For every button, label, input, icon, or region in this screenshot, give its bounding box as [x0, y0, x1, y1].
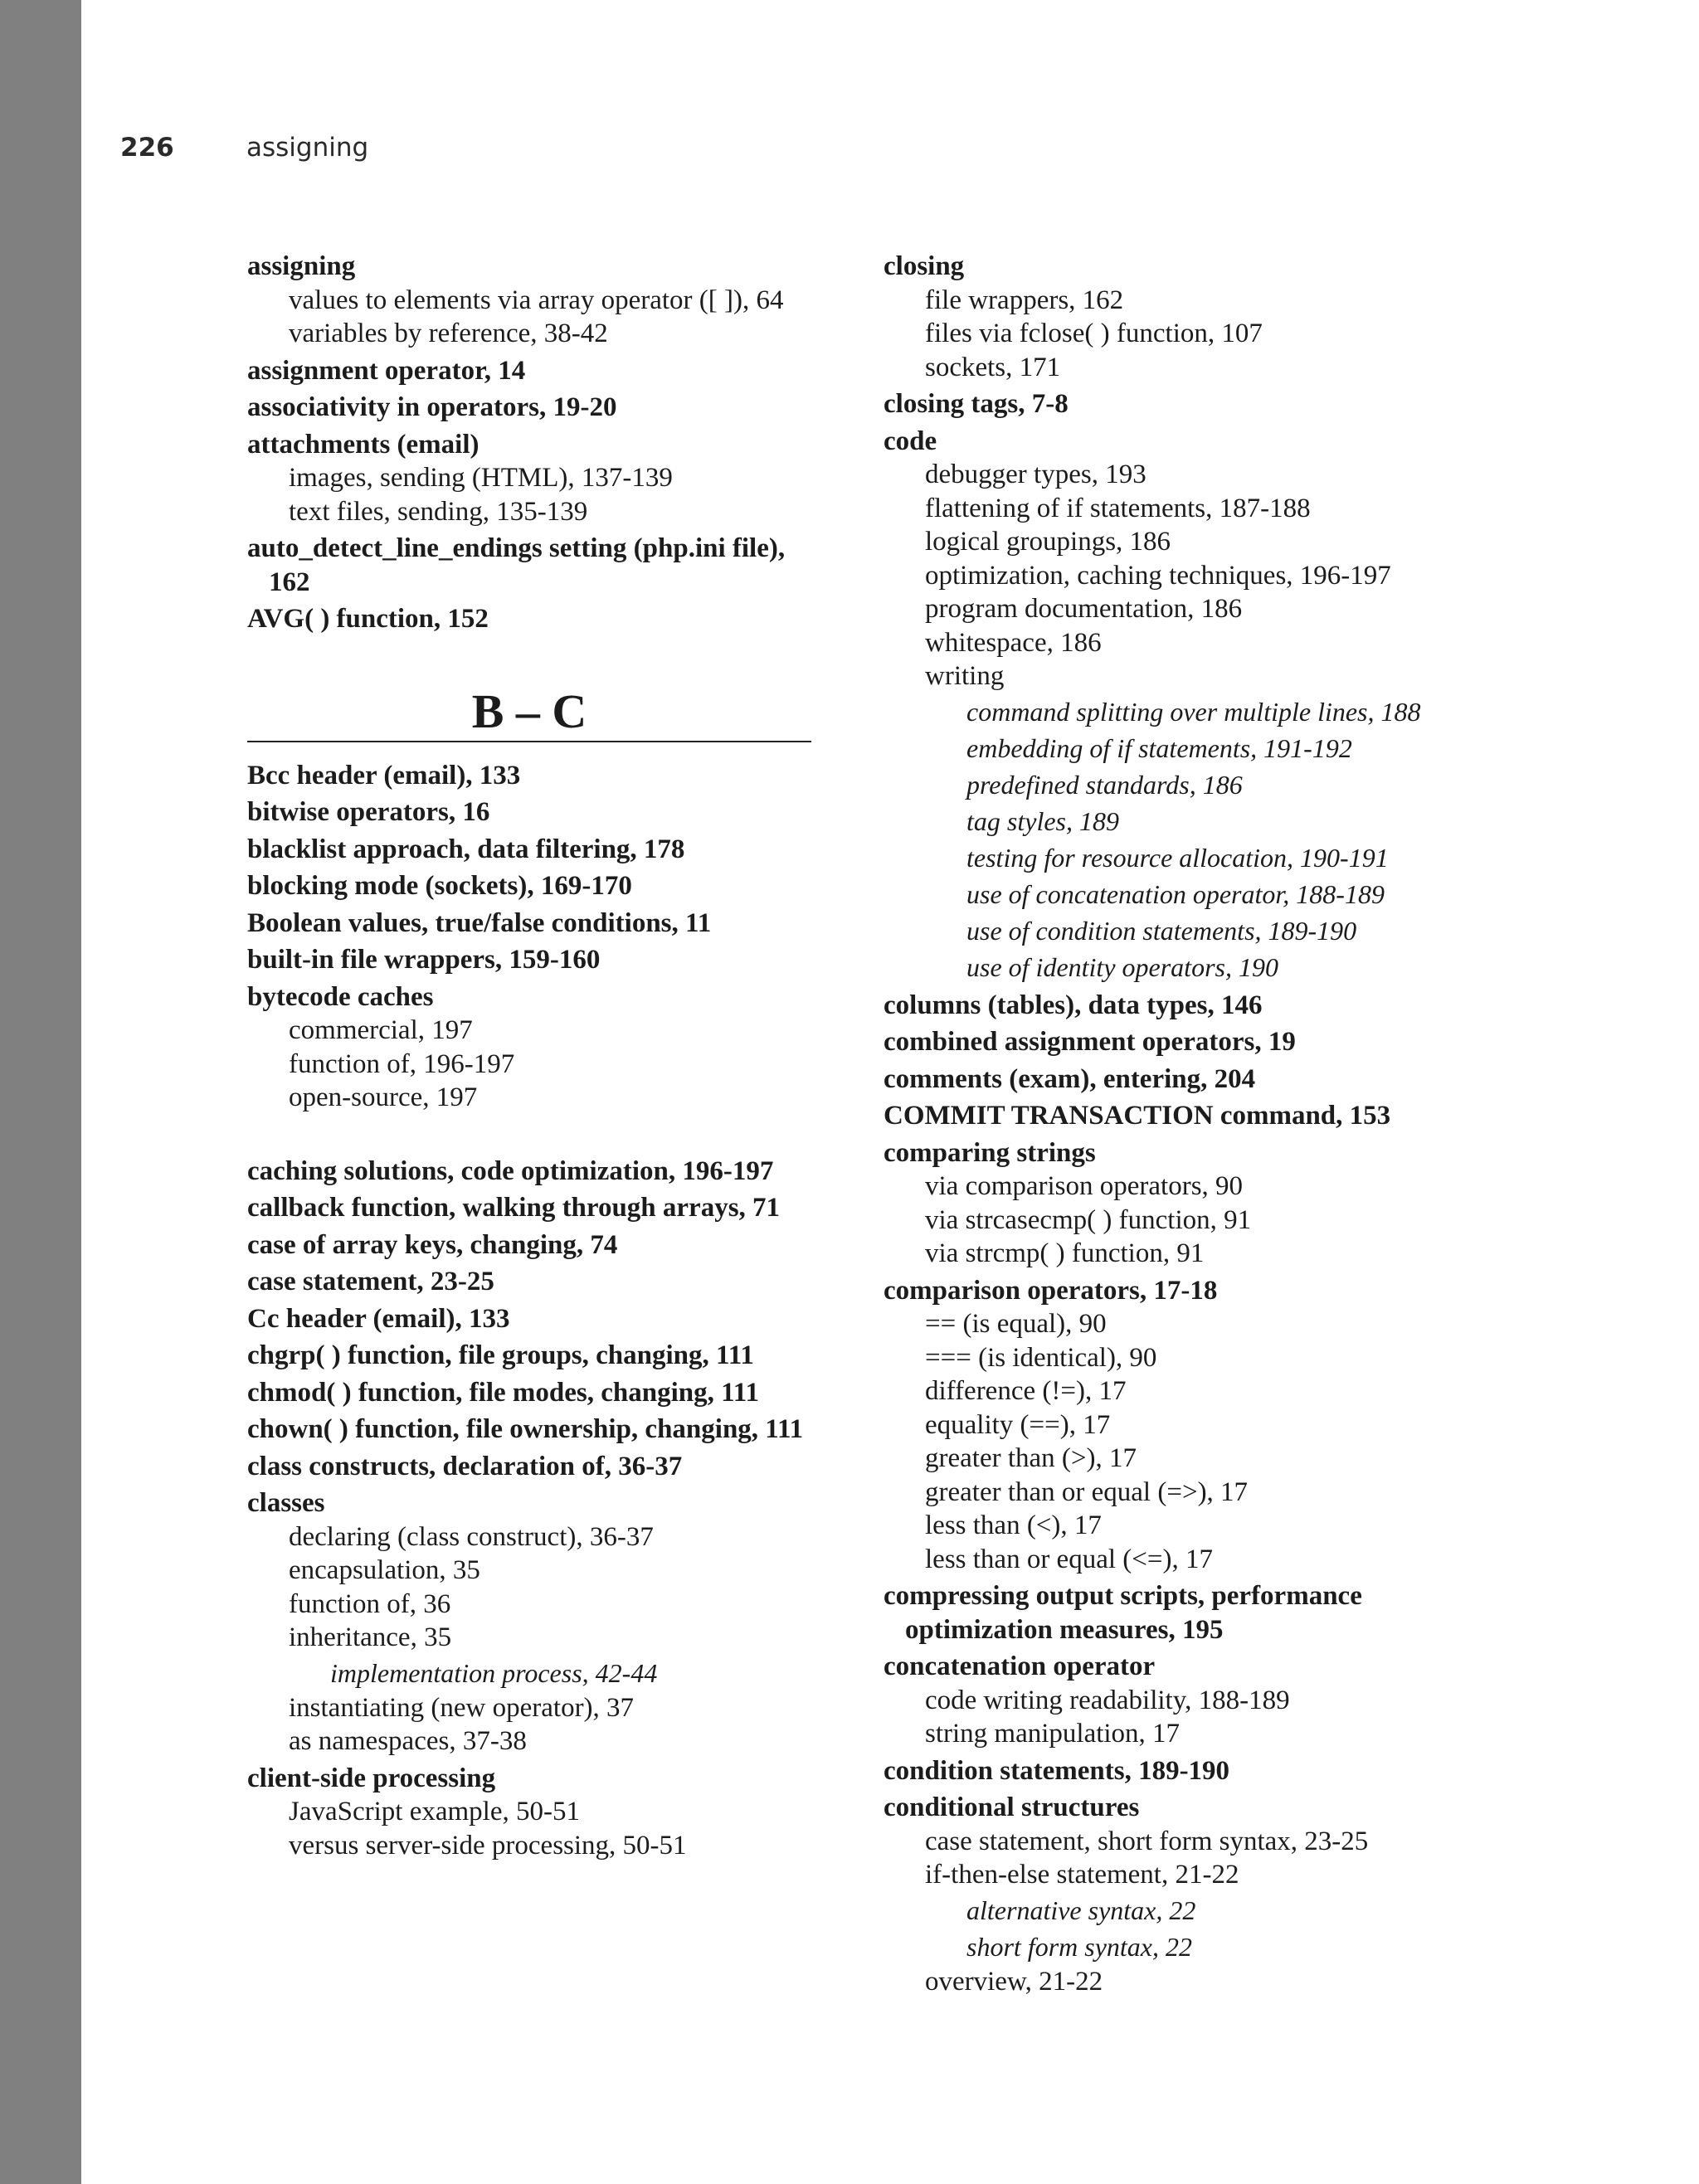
index-subentry: encapsulation, 35 [289, 1555, 480, 1585]
index-subentry: if-then-else statement, 21-22 [925, 1860, 1239, 1890]
index-subentry: declaring (class construct), 36-37 [289, 1521, 654, 1552]
index-subsubentry: use of condition statements, 189-190 [966, 915, 1357, 946]
index-entry: comparing strings [884, 1137, 1096, 1168]
index-entry: conditional structures [884, 1792, 1140, 1822]
index-entry: client-side processing [247, 1763, 496, 1793]
index-subentry: via strcasecmp( ) function, 91 [925, 1204, 1252, 1235]
index-entry: chgrp( ) function, file groups, changing, 111 [247, 1340, 754, 1370]
index-subentry: sockets, 171 [925, 352, 1061, 382]
index-entry: callback function, walking through arrays, 71 [247, 1193, 781, 1223]
index-subentry: JavaScript example, 50-51 [289, 1797, 580, 1826]
index-subentry: text files, sending, 135-139 [289, 496, 588, 527]
index-entry: assignment operator, 14 [247, 355, 526, 386]
index-entry: caching solutions, code optimization, 196-197 [247, 1155, 774, 1186]
index-subentry: flattening of if statements, 187-188 [925, 493, 1311, 523]
index-subentry: inheritance, 35 [289, 1622, 452, 1652]
index-subentry: greater than (>), 17 [925, 1443, 1137, 1473]
index-subentry: as namespaces, 37-38 [289, 1726, 527, 1756]
index-entry: concatenation operator [884, 1651, 1156, 1681]
index-entry: case statement, 23-25 [247, 1267, 494, 1296]
index-subentry: file wrappers, 162 [925, 285, 1124, 315]
index-subentry: writing [925, 661, 1005, 691]
index-subsubentry: use of concatenation operator, 188-189 [966, 878, 1385, 909]
index-subentry: optimization, caching techniques, 196-197 [925, 560, 1391, 591]
index-entry: combined assignment operators, 19 [884, 1027, 1296, 1057]
index-entry: closing [884, 251, 965, 281]
index-subentry: greater than or equal (=>), 17 [925, 1476, 1249, 1507]
index-entry: bitwise operators, 16 [247, 797, 490, 827]
index-entry: chmod( ) function, file modes, changing, 111 [247, 1377, 759, 1408]
index-subentry: whitespace, 186 [925, 627, 1102, 658]
index-entry: COMMIT TRANSACTION command, 153 [884, 1101, 1391, 1131]
index-entry: Cc header (email), 133 [247, 1303, 510, 1334]
index-subsubentry: testing for resource allocation, 190-191 [966, 842, 1389, 873]
index-entry: Bcc header (email), 133 [247, 760, 521, 790]
index-subentry: less than or equal (<=), 17 [925, 1544, 1213, 1574]
index-entry: classes [247, 1488, 325, 1518]
index-entry: chown( ) function, file ownership, changing, 111 [247, 1414, 804, 1444]
index-subentry: versus server-side processing, 50-51 [289, 1830, 687, 1861]
index-subentry: == (is equal), 90 [925, 1309, 1107, 1339]
index-subentry: open-source, 197 [289, 1082, 478, 1112]
index-column-right [884, 246, 1456, 1998]
index-subsubentry: tag styles, 189 [966, 805, 1119, 836]
index-subsubentry: predefined standards, 186 [966, 769, 1243, 800]
index-subsubentry: command splitting over multiple lines, 188 [966, 696, 1421, 727]
index-subentry: function of, 36 [289, 1588, 451, 1619]
index-entry: class constructs, declaration of, 36-37 [247, 1451, 683, 1481]
index-subentry: via comparison operators, 90 [925, 1171, 1244, 1201]
index-subentry: case statement, short form syntax, 23-25 [925, 1826, 1369, 1856]
entry-group-spacer [247, 1115, 811, 1151]
index-entry: case of array keys, changing, 74 [247, 1229, 618, 1260]
index-subentry: debugger types, 193 [925, 460, 1146, 489]
index-subentry: variables by reference, 38-42 [289, 319, 608, 348]
index-entry: associativity in operators, 19-20 [247, 392, 617, 422]
index-subentry: instantiating (new operator), 37 [289, 1692, 635, 1723]
index-subsubentry: use of identity operators, 190 [966, 951, 1278, 982]
index-subsubentry: short form syntax, 22 [966, 1931, 1192, 1962]
index-entry: auto_detect_line_endings setting (php.ini file), 162 [247, 533, 786, 597]
index-column-left [247, 246, 811, 1862]
index-subsubentry: implementation process, 42-44 [330, 1657, 658, 1688]
index-subentry: overview, 21-22 [925, 1966, 1103, 1997]
index-subentry: commercial, 197 [289, 1015, 473, 1045]
index-subsubentry: embedding of if statements, 191-192 [966, 732, 1352, 763]
index-entry: compressing output scripts, performance optimization measures, 195 [884, 1581, 1362, 1645]
index-entry: code [884, 426, 937, 456]
index-entry: attachments (email) [247, 429, 480, 460]
index-entry: bytecode caches [247, 981, 434, 1012]
index-entry: AVG( ) function, 152 [247, 604, 489, 634]
index-entry: closing tags, 7-8 [884, 389, 1069, 419]
index-entry: built-in file wrappers, 159-160 [247, 945, 601, 975]
index-subentry: difference (!=), 17 [925, 1376, 1127, 1406]
index-subentry: images, sending (HTML), 137-139 [289, 463, 673, 493]
running-title: assigning [246, 133, 369, 163]
index-entry: assigning [247, 251, 356, 281]
index-entry: Boolean values, true/false conditions, 11 [247, 907, 712, 938]
index-subentry: code writing readability, 188-189 [925, 1685, 1290, 1715]
page-edge-tab [0, 0, 81, 2184]
section-heading: B – C [247, 683, 811, 742]
index-subsubentry: alternative syntax, 22 [966, 1895, 1196, 1925]
index-entry: columns (tables), data types, 146 [884, 990, 1263, 1020]
page-number: 226 [120, 133, 174, 163]
index-entry: blocking mode (sockets), 169-170 [247, 871, 632, 901]
index-subentry: program documentation, 186 [925, 594, 1243, 624]
index-subentry: string manipulation, 17 [925, 1719, 1181, 1749]
index-entry: condition statements, 189-190 [884, 1755, 1230, 1786]
index-subentry: less than (<), 17 [925, 1510, 1102, 1540]
index-subentry: logical groupings, 186 [925, 527, 1171, 557]
index-subentry: equality (==), 17 [925, 1409, 1111, 1440]
index-entry: comments (exam), entering, 204 [884, 1063, 1256, 1094]
index-entry: comparison operators, 17-18 [884, 1275, 1218, 1306]
index-subentry: values to elements via array operator ([ ]), 64 [289, 285, 784, 315]
index-subentry: files via fclose( ) function, 107 [925, 319, 1263, 348]
index-subentry: function of, 196-197 [289, 1048, 515, 1079]
index-entry: blacklist approach, data filtering, 178 [247, 834, 685, 864]
index-subentry: === (is identical), 90 [925, 1342, 1157, 1373]
index-subentry: via strcmp( ) function, 91 [925, 1238, 1205, 1268]
